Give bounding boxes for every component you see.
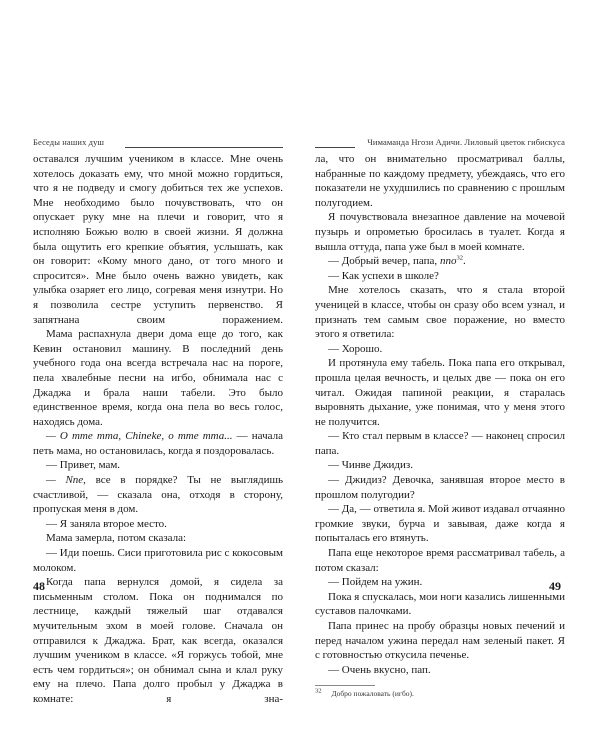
paragraph-text: Папа еще некоторое время рассматривал табель, а потом сказал: [315,547,565,574]
paragraph-text: Папа принес на пробу образцы новых печений и перед началом ужина передал нам зеленый пакет. Я с готовностью откусила печенье. [315,620,565,662]
paragraph-text: все в порядке? Ты не выглядишь счастливой, — сказала она, отходя в сторону, пропуская меня в дом. [33,474,283,516]
paragraph-text: Я почувствовала внезапное давление на мочевой пузырь и опрометью бросилась в туалет. Когда я вышла оттуда, папа уже был в моей комнате. [315,211,565,253]
paragraph-tail: . [462,255,466,268]
paragraph-italic: — О тте тта, Chineke, о тте тта... [46,430,233,443]
paragraph [315,429,565,458]
paragraph-text: — начала петь мама, но остановилась, когда я поздоровалась. [33,430,283,457]
left-header-text: Беседы наших душ [33,137,105,147]
paragraph [315,283,565,341]
footnote-text: Добро пожаловать (игбо). [331,689,414,699]
paragraph-text: Пока я спускалась, мои ноги казались лишенными суставов палочками. [315,590,565,618]
paragraph-text: Когда папа вернулся домой, я сидела за письменным столом. Пока он поднимался по лестнице, каждый тяжелый шаг отдавался мучительным эхом в моей голове. Сначала он отправился к Джаджа. Брат, как всегда, оказался лучшим учеником в классе. «Я горжусь тобой, мне есть чем гордиться»; он обнимал сына и клал руку ему на плечо. Папа долго пробыл у Джаджа в комнате: я зна- [33,576,283,705]
paragraph [315,210,565,254]
paragraph-text: — Кто стал первым в классе? — наконец спросил папа. [315,430,565,457]
paragraph [33,327,283,429]
paragraph-text: — Хорошо. [328,342,383,355]
paragraph [315,254,565,269]
paragraph-text: ла, что он внимательно просматривал баллы, набранные по каждому предмету, убеждаясь, что его показатели не ухудшились по сравнению с прошлым полугодием. [315,153,565,209]
paragraph-text: — Я заняла второе место. [46,517,167,530]
paragraph [315,575,565,590]
paragraph-text: оставался лучшим учеником в классе. Мне очень хотелось доказать ему, что мной можно гордиться, что я не подведу и смогу добиться тех же успехов. Мне необходимо было почувствовать, что он опускает руку мне на плечи и говорит, что я исполняю Божью волю в своей жизни. Я должна была ощутить его крепкие объятия, услышать, как он говорит: «Кому много дано, от того много и спросится». Мне было очень важно увидеть, как улыбка озаряет его лицо, согревая меня изнутри. Но я позволила сестре уступить первенство. Я запятнана своим поражением. [33,153,283,326]
right-page [315,136,565,698]
paragraph-text: — Как успехи в школе? [328,269,439,282]
paragraph [33,531,283,546]
paragraph [33,517,283,532]
footnote-reference: 32 [456,254,463,262]
paragraph [315,663,565,678]
paragraph-italic: — Nne, [46,474,96,487]
paragraph [315,502,565,546]
paragraph [315,546,565,575]
paragraph [33,575,283,706]
right-header-rule [315,147,355,148]
footnote [315,685,414,699]
left-page [33,136,283,707]
left-header-rule [125,147,283,148]
footnote-mark: 32 [315,687,322,695]
paragraph-text: — Да, — ответила я. Мой живот издавал отчаянно громкие звуки, бурча и завывая, даже когда я попыталась его втянуть. [315,503,565,545]
left-page-number: 48 [33,579,45,593]
paragraph-text: — Пойдем на ужин. [328,576,423,589]
paragraph-text: — Очень вкусно, пап. [328,663,431,676]
paragraph [315,590,565,619]
paragraph-text: — Джидиз? Девочка, занявшая второе место в прошлом полугодии? [315,474,565,501]
paragraph-text: Мама распахнула двери дома еще до того, как Кевин остановил машину. В последний день учебного года она всегда встречала нас на пороге, пела хвалебные песни на игбо, обнимала нас с Джаджа и брала наши табели. Это было единственное время, когда она пела во весь голос, находясь дома. [33,328,283,428]
paragraph [315,458,565,473]
paragraph [33,458,283,473]
right-page-text [315,152,565,677]
right-running-header [315,136,565,152]
paragraph [33,546,283,575]
paragraph [315,473,565,502]
paragraph [315,356,565,429]
paragraph-text: И протянула ему табель. Пока папа его открывал, прошла целая вечность, и целых две — пока он его читал. Ожидая папиной реакции, я старалась выровнять дыхание, уже понимая, что у меня этого не получится. [315,357,565,428]
paragraph [315,269,565,284]
paragraph [33,429,283,458]
paragraph-text: Мама замерла, потом сказала: [46,532,187,545]
paragraph-text: — Привет, мам. [46,459,121,472]
paragraph-text: — Добрый вечер, папа, [328,255,440,268]
paragraph-text: Мне хотелось сказать, что я стала второй ученицей в классе, чтобы он сразу обо всем узнал, и признать тем самым свое поражение, но вместо этого я ответила: [315,284,565,341]
right-header-text: Чимаманда Нгози Адичи. Лиловый цветок гибискуса [367,137,565,147]
paragraph [33,473,283,517]
paragraph-text: — Иди поешь. Сиси приготовила рис с кокосовым молоком. [33,547,283,574]
paragraph [315,619,565,663]
left-running-header [33,136,283,152]
paragraph-text: — Чинве Джидиз. [328,459,414,472]
right-page-number: 49 [549,579,561,593]
paragraph [33,152,283,327]
paragraph-italic: nno [439,255,457,268]
left-page-text [33,152,283,707]
paragraph [315,152,565,210]
paragraph [315,342,565,357]
